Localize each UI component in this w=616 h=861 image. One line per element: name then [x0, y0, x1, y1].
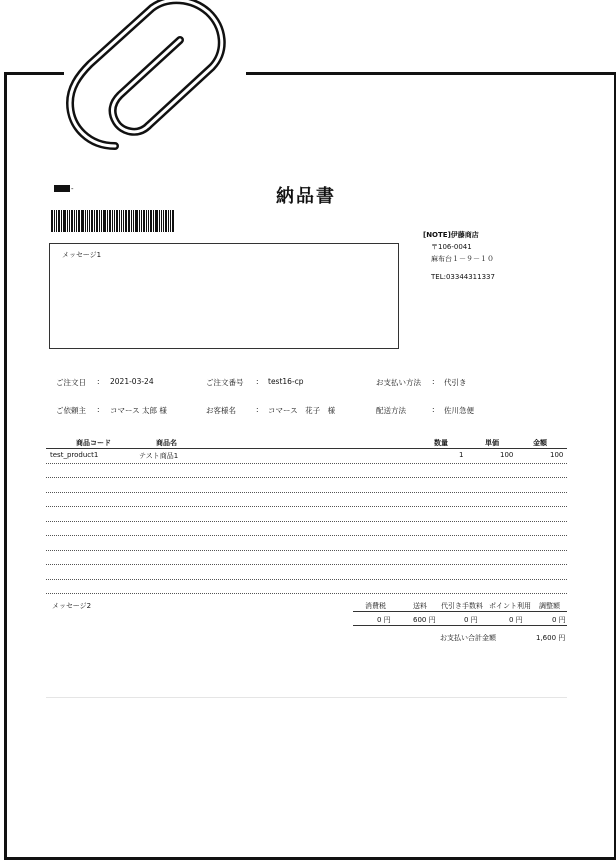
barcode-bar — [141, 210, 142, 232]
separator: : — [256, 405, 259, 414]
barcode-bar — [150, 210, 152, 232]
shop-postal: 〒106-0041 — [431, 243, 472, 251]
barcode-bar — [51, 210, 53, 232]
delivery-value: 佐川急便 — [444, 406, 474, 415]
barcode-bar — [139, 210, 140, 232]
cell-name: テスト商品1 — [139, 452, 179, 460]
barcode-bar — [128, 210, 130, 232]
table-row — [46, 565, 567, 580]
table-row — [46, 507, 567, 522]
barcode-bar — [114, 210, 115, 232]
barcode-bar — [81, 210, 84, 232]
footer-divider — [46, 697, 567, 698]
redacted-mark — [54, 185, 70, 192]
barcode-bar — [74, 210, 75, 232]
barcode-bar — [63, 210, 66, 232]
delivery-label: 配送方法 — [376, 406, 406, 415]
barcode-bar — [71, 210, 73, 232]
header-code: 商品コード — [76, 439, 111, 447]
paperclip-icon — [60, 0, 250, 165]
order-number-value: test16-cp — [268, 377, 304, 386]
barcode-bar — [170, 210, 171, 232]
barcode-bar — [146, 210, 147, 232]
header-points: ポイント利用 — [489, 602, 531, 610]
separator: : — [432, 405, 435, 414]
barcode-bar — [155, 210, 158, 232]
barcode-bar — [168, 210, 169, 232]
barcode-bar — [99, 210, 100, 232]
customer-label: お客様名 — [206, 406, 236, 415]
table-row — [46, 536, 567, 551]
barcode-bar — [67, 210, 68, 232]
cell-unit: 100 — [500, 451, 514, 459]
totals-values — [353, 612, 567, 626]
barcode-bar — [125, 210, 127, 232]
separator: : — [97, 377, 100, 386]
barcode-bar — [163, 210, 164, 232]
barcode-bar — [96, 210, 98, 232]
redacted-suffix: - — [71, 185, 74, 193]
barcode-bar — [69, 210, 70, 232]
header-qty: 数量 — [434, 439, 448, 447]
value-cod-fee: 0 円 — [464, 616, 478, 624]
message-box — [49, 243, 399, 349]
barcode-bar — [78, 210, 80, 232]
barcode-bar — [54, 210, 55, 232]
cell-amount: 100 — [550, 451, 564, 459]
barcode-bar — [56, 210, 57, 232]
payment-value: 代引き — [444, 378, 467, 387]
barcode-bar — [148, 210, 149, 232]
document-title: 納品書 — [276, 186, 336, 207]
barcode-bar — [109, 210, 111, 232]
order-number-label: ご注文番号 — [206, 378, 244, 387]
header-tax: 消費税 — [365, 602, 386, 610]
barcode-bar — [103, 210, 106, 232]
table-row — [46, 522, 567, 537]
grand-total-label: お支払い合計金額 — [440, 634, 496, 642]
barcode-bar — [165, 210, 167, 232]
order-date-value: 2021-03-24 — [110, 377, 154, 386]
header-shipping: 送料 — [413, 602, 427, 610]
barcode-bar — [85, 210, 86, 232]
value-shipping: 600 円 — [413, 616, 436, 624]
totals-header — [353, 598, 567, 612]
table-row — [46, 464, 567, 479]
cell-qty: 1 — [459, 451, 464, 459]
separator: : — [97, 405, 100, 414]
shop-info — [423, 229, 495, 283]
barcode-bar — [135, 210, 138, 232]
barcode-bar — [107, 210, 108, 232]
payment-label: お支払い方法 — [376, 378, 421, 387]
table-row — [46, 449, 567, 464]
barcode-bar — [76, 210, 77, 232]
header-adjust: 調整額 — [539, 602, 560, 610]
message2-text: メッセージ2 — [52, 602, 92, 610]
header-name: 商品名 — [156, 439, 177, 447]
barcode-bar — [61, 210, 62, 232]
barcode-bar — [91, 210, 93, 232]
barcode-bar — [119, 210, 120, 232]
barcode-bar — [89, 210, 90, 232]
barcode-bar — [143, 210, 145, 232]
barcode-icon — [51, 210, 183, 232]
totals-table — [353, 598, 567, 626]
order-date-label: ご注文日 — [56, 378, 86, 387]
separator: : — [256, 377, 259, 386]
barcode-bar — [159, 210, 160, 232]
customer-value: コマース 花子 様 — [268, 406, 336, 415]
barcode-bar — [123, 210, 124, 232]
header-unit: 単価 — [485, 439, 499, 447]
table-row — [46, 478, 567, 493]
cell-code: test_product1 — [50, 451, 99, 459]
table-header — [46, 436, 567, 449]
table-row — [46, 551, 567, 566]
shop-tel: TEL:03344311337 — [431, 273, 495, 281]
value-adjust: 0 円 — [552, 616, 566, 624]
barcode-bar — [133, 210, 134, 232]
table-row — [46, 580, 567, 595]
barcode-bar — [101, 210, 102, 232]
separator: : — [432, 377, 435, 386]
barcode-bar — [121, 210, 122, 232]
sheet-top-edge — [246, 72, 614, 75]
requester-label: ご依頼主 — [56, 406, 86, 415]
shop-name: [NOTE]伊藤商店 — [423, 231, 479, 239]
barcode-bar — [87, 210, 88, 232]
grand-total-value: 1,600 円 — [536, 634, 566, 642]
barcode-bar — [161, 210, 162, 232]
barcode-bar — [58, 210, 60, 232]
barcode-bar — [116, 210, 118, 232]
barcode-bar — [153, 210, 154, 232]
header-cod-fee: 代引き手数料 — [441, 602, 483, 610]
message1-text: メッセージ1 — [62, 251, 102, 259]
barcode-bar — [112, 210, 113, 232]
header-amount: 金額 — [533, 439, 547, 447]
requester-value: コマース 太郎 様 — [110, 406, 167, 415]
barcode-bar — [172, 210, 174, 232]
barcode-bar — [94, 210, 95, 232]
value-tax: 0 円 — [377, 616, 391, 624]
table-row — [46, 493, 567, 508]
barcode-bar — [131, 210, 132, 232]
shop-address: 麻布台１－９－１０ — [431, 255, 494, 263]
value-points: 0 円 — [509, 616, 523, 624]
items-table — [46, 436, 567, 594]
sheet-top-edge — [4, 72, 64, 75]
